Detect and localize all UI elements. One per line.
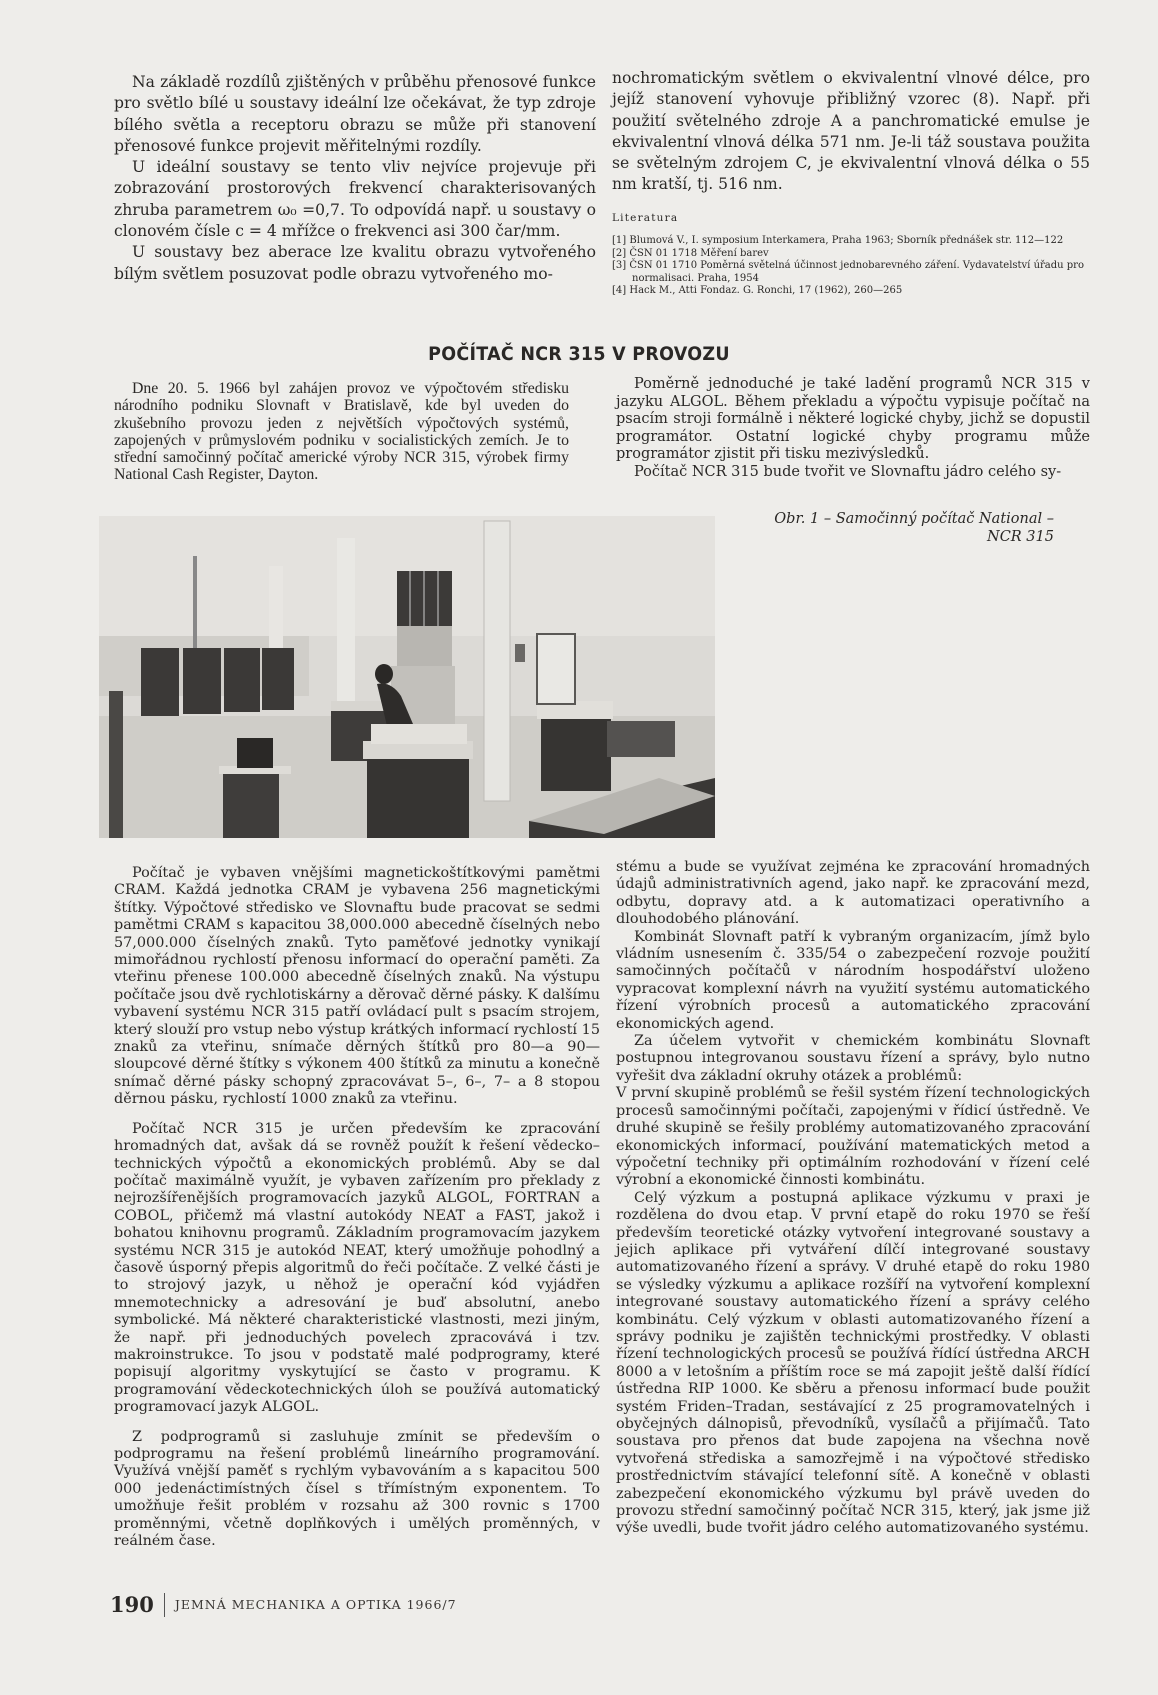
paragraph: Na základě rozdílů zjištěných v průběhu přenosové funkce pro světlo bílé u soustavy ideální lze očekávat, že typ zdroje bílého světla a receptoru obrazu se může při stanovení přenosové funkce projevit měřitelnými rozdíly. xyxy=(114,73,596,155)
paragraph: Za účelem vytvořit v chemickém kombinátu Slovnaft postupnou integrovanou soustavu řízení a správy, bylo nutno vyřešit dva základní okruhy otázek a problémů: xyxy=(616,1033,1090,1084)
reference-item: [4] Hack M., Atti Fondaz. G. Ronchi, 17 (1962), 260—265 xyxy=(612,285,903,297)
article-body-left xyxy=(114,865,600,1550)
caption-line: Obr. 1 – Samočinný počítač National – xyxy=(774,511,1054,527)
figure-caption xyxy=(760,511,1120,546)
paragraph: U soustavy bez aberace lze kvalitu obrazu vytvořeného bílým světlem posuzovat podle obrazu vytvořeného mo- xyxy=(114,243,596,283)
page-footer xyxy=(110,1592,457,1617)
computer-room-photo xyxy=(99,516,715,838)
journal-name: JEMNÁ MECHANIKA A OPTIKA 1966/7 xyxy=(174,1597,457,1612)
previous-article-left-column xyxy=(114,72,596,285)
article-body-right xyxy=(616,859,1090,1538)
photo-illustration xyxy=(99,516,715,838)
paragraph: Počítač je vybaven vnějšími magnetickoštítkovými pamětmi CRAM. Každá jednotka CRAM je vybavena 256 magnetickými štítky. Výpočtové středisko ve Slovnaftu bude pracovat se sedmi pamětmi CRAM s kapacitou 38,000.000 abecedně číselných nebo 57,000.000 číselných znaků. Tyto paměťové jednotky vynikají mimořádnou rychlostí přenosu informací do operační paměti. Za vteřinu přenese 100.000 abecedně číselných znaků. Na výstupu počítače jsou dvě rychlotiskárny a děrovač děrné pásky. K dalšímu vybavení systému NCR 315 patří ovládací pult s psacím strojem, který slouží pro vstup nebo výstup krátkých informací rychlostí 15 znaků za vteřinu, snímače děrných štítků pro 80—a 90— sloupcové děrné štítky s výkonem 400 štítků za minutu a konečně snímač děrné pásky schopný zpracovávat 5–, 6–, 7– a 8 stopou děrnou pásku, rychlostí 1000 znaků za vteřinu. xyxy=(114,865,600,1108)
reference-item: [3] ČSN 01 1710 Poměrná světelná účinnost jednobarevného záření. Vydavatelství úřadu pro normalisaci. Praha, 1954 xyxy=(612,260,1084,284)
paragraph: V první skupině problémů se řešil systém řízení technologických procesů samočinnými počítači, zapojenými v řídicí ústředně. Ve druhé skupině se řešily problémy automatizovaného zpracování ekonomických informací, používání matematických metod a výpočetní techniky při optimálním rozhodování v řízení celé výrobní a ekonomické činnosti kombinátu. xyxy=(616,1085,1090,1189)
caption-line: NCR 315 xyxy=(987,528,1054,545)
previous-article-right-column xyxy=(612,68,1090,298)
paragraph: Celý výzkum a postupná aplikace výzkumu v praxi je rozdělena do dvou etap. V první etapě do roku 1970 se řeší především teoretické otázky vytvoření integrované soustavy a jejich aplikace při vytváření dílčí integrované soustavy automatizovaného řízení a správy. V druhé etapě do roku 1980 se výsledky výzkumu a aplikace rozšíří na vytvoření komplexní integrované soustavy automatického řízení a správy celého kombinátu. Celý výzkum v oblasti automatizovaného řízení a správy podniku je zajištěn technickými prostředky. V oblasti řízení technologických procesů se používá řídící ústředna ARCH 8000 a v letošním a příštím roce se má zapojit ještě další řídící ústředna RIP 1000. Ke sběru a přenosu informací bude použit systém Friden–Tradan, sestávající z 25 programovatelných i obyčejných dálnopisů, převodníků, vysílačů a přijímačů. Tato soustava pro přenos dat bude zapojena na všechna nově vytvořená střediska a samozřejmě i na výpočtové středisko prostřednictvím stávající telefonní sítě. A konečně v oblasti zabezpečení ekonomického výzkumu byl právě uveden do provozu střední samočinný počítač NCR 315, který, jak jsme již výše uvedli, bude tvořit jádro celého automatizovaného systému. xyxy=(616,1189,1090,1537)
paragraph: nochromatickým světlem o ekvivalentní vlnové délce, pro jejíž stanovení vyhovuje přibližný vzorec (8). Např. při použití světelného zdroje A a panchromatické emulse je ekvivalentní vlnová délka 571 nm. Je-li táž soustava použita se světelným zdrojem C, je ekvivalentní vlnová délka o 55 nm kratší, tj. 516 nm. xyxy=(612,69,1090,194)
article-intro-left xyxy=(114,380,569,484)
paragraph: Dne 20. 5. 1966 byl zahájen provoz ve výpočtovém středisku národního podniku Slovnaft v Bratislavě, kde byl uveden do zkušebního provozu jeden z největších výpočtových systémů, zapojených v průmyslovém podniku v socialistických zemích. Je to střední samočinný počítač americké výroby NCR 315, výrobek firmy National Cash Register, Dayton. xyxy=(114,380,569,484)
article-intro-right xyxy=(616,376,1090,482)
paragraph: Kombinát Slovnaft patří k vybraným organizacím, jímž bylo vládním usnesením č. 335/54 o zabezpečení rozvoje použití samočinných počítačů v národním hospodářství uloženo vypracovat komplexní návrh na využití systému automatického řízení výrobních procesů a automatického zpracování ekonomických agend. xyxy=(616,928,1090,1032)
literature-heading: Literatura xyxy=(612,211,679,224)
paragraph: Poměrně jednoduché je také ladění programů NCR 315 v jazyku ALGOL. Během překladu a výpočtu vypisuje počítač na psacím stroji formálně i některé logické chyby, jichž se dopustil programátor. Ostatní logické chyby programu může programátor zjistit při tisku mezivýsledků. xyxy=(616,376,1090,463)
paragraph: Počítač NCR 315 bude tvořit ve Slovnaftu jádro celého sy- xyxy=(634,463,1062,480)
paragraph: Z podprogramů si zasluhuje zmínit se především o podprogramu na řešení problémů lineárního programování. Využívá vnější paměť s rychlým vybavováním a s kapacitou 500 000 jedenáctimístných čísel s třímístným exponentem. To umožňuje řešit problém v rozsahu až 300 rovnic s 1700 proměnnými, včetně doplňkových i umělých proměnných, v reálném čase. xyxy=(114,1428,600,1550)
page-number: 190 xyxy=(110,1592,154,1617)
footer-divider xyxy=(164,1593,165,1617)
paragraph: U ideální soustavy se tento vliv nejvíce projevuje při zobrazování prostorových frekvencí charakterisovaných zhruba parametrem ω₀ =0,7. To odpovídá např. u soustavy o clonovém čísle c = 4 mřížce o frekvenci asi 300 čar/mm. xyxy=(114,158,596,241)
reference-item: [2] ČSN 01 1718 Měření barev xyxy=(612,247,769,259)
article-title: POČÍTAČ NCR 315 V PROVOZU xyxy=(428,343,730,365)
reference-item: [1] Blumová V., I. symposium Interkamera, Praha 1963; Sborník přednášek str. 112—122 xyxy=(612,235,1064,247)
paragraph: stému a bude se využívat zejména ke zpracování hromadných údajů administrativních agend, jako např. ke zpracování mezd, odbytu, dopravy atd. a k automatizaci operativního a dlouhodobého plánování. xyxy=(616,859,1090,928)
paragraph: Počítač NCR 315 je určen především ke zpracování hromadných dat, avšak dá se rovněž použít k řešení vědecko–technických výpočtů a ekonomických problémů. Aby se dal počítač maximálně využít, je vybaven zařízením pro překlady z nejrozšířenějších programovacích jazyků ALGOL, FORTRAN a COBOL, přičemž má vlastní autokódy NEAT a FAST, jakož i bohatou knihovnu programů. Základním programovacím jazykem systému NCR 315 je autokód NEAT, který umožňuje pohodlný a časově úsporný přepis algoritmů do řeči počítače. Z velké části je to strojový jazyk, u něhož je operační kód vyjádřen mnemotechnicky a adresování je buď absolutní, anebo symbolické. Má některé charakteristické vlastnosti, mezi jiným, že např. při jednoduchých povelech zpracovává i tzv. makroinstrukce. To jsou v podstatě malé podprogramy, které popisují algoritmy vyskytující se často v programu. K programování vědeckotechnických úloh se používá automatický programovací jazyk ALGOL. xyxy=(114,1120,600,1416)
reference-list xyxy=(612,235,1090,298)
